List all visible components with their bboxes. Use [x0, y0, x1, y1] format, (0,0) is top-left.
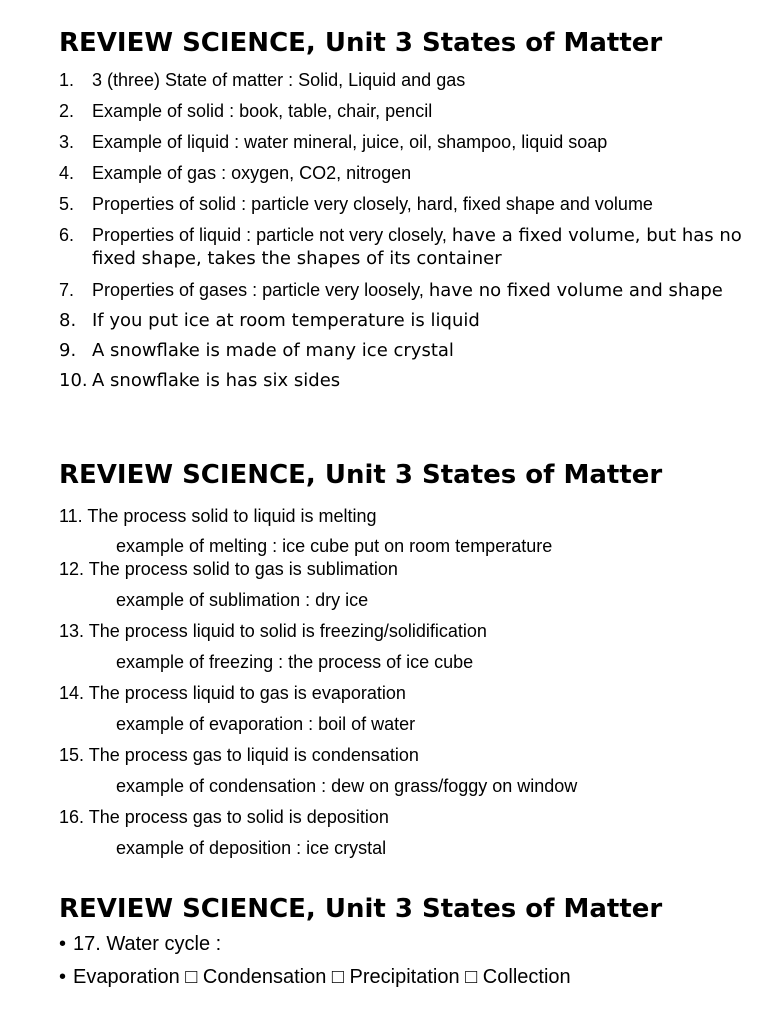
process-example: example of melting : ice cube put on room temperature [116, 536, 553, 556]
item-text-a: Properties of gases : particle very loosely, [92, 280, 429, 300]
list-item: 8. If you put ice at room temperature is liquid [59, 310, 480, 331]
process-line: 14. The process liquid to gas is evaporation [59, 683, 406, 703]
item-text: Example of gas : oxygen, CO2, nitrogen [92, 163, 412, 183]
review-list [59, 69, 748, 392]
list-item: 10. A snowflake is has six sides [59, 370, 341, 391]
process-example: example of freezing : the process of ice cube [116, 652, 474, 672]
bullet-text: 17. Water cycle : [73, 933, 222, 955]
list-item: 4. Example of gas : oxygen, CO2, nitrogen [59, 163, 412, 183]
item-text: Example of liquid : water mineral, juice, oil, shampoo, liquid soap [92, 132, 608, 152]
process-list [59, 505, 748, 859]
bullet-item [59, 965, 748, 989]
item-text: 3 (three) State of matter : Solid, Liquid and gas [92, 70, 466, 90]
list-item: 9. A snowflake is made of many ice crystal [59, 340, 454, 361]
list-item: 3. Example of liquid : water mineral, juice, oil, shampoo, liquid soap [59, 132, 608, 152]
item-text: A snowflake is has six sides [92, 370, 341, 391]
list-item: 2. Example of solid : book, table, chair, pencil [59, 101, 433, 121]
bullet-item [59, 932, 748, 956]
list-item: 7. Properties of gases : particle very loosely, have no fixed volume and shape [59, 280, 723, 301]
item-text-a: Properties of liquid : particle not very closely, [92, 225, 452, 245]
item-text: If you put ice at room temperature is liquid [92, 310, 480, 331]
item-text: Example of solid : book, table, chair, pencil [92, 101, 433, 121]
process-example: example of condensation : dew on grass/foggy on window [116, 776, 578, 796]
process-line: 15. The process gas to liquid is condensation [59, 745, 419, 765]
bullet-icon: • [59, 966, 67, 988]
item-text-b: have no fixed volume and shape [428, 280, 723, 301]
bullet-icon: • [59, 933, 67, 955]
list-item: 5. Properties of solid : particle very closely, hard, fixed shape and volume [59, 194, 653, 214]
item-text-b: have a fixed volume, but has no fixed shape, takes the shapes of its container [92, 225, 742, 269]
bullet-text: Evaporation □ Condensation □ Precipitation □ Collection [73, 966, 571, 988]
item-text: Properties of solid : particle very closely, hard, fixed shape and volume [92, 194, 653, 214]
process-line: 13. The process liquid to solid is freezing/solidification [59, 621, 487, 641]
list-item: 6. Properties of liquid : particle not very closely, have a fixed volume, but has no fixed shape, takes the shapes of its container [59, 225, 742, 269]
item-text: A snowflake is made of many ice crystal [92, 340, 454, 361]
section-title: REVIEW SCIENCE, Unit 3 States of Matter [59, 28, 663, 58]
review-section-1 [59, 27, 748, 392]
process-example: example of deposition : ice crystal [116, 838, 387, 858]
section-title: REVIEW SCIENCE, Unit 3 States of Matter [59, 460, 663, 490]
process-line: 16. The process gas to solid is deposition [59, 807, 389, 827]
review-section-3 [59, 893, 748, 989]
review-section-2 [59, 459, 748, 859]
section-title: REVIEW SCIENCE, Unit 3 States of Matter [59, 894, 663, 924]
list-item: 1. 3 (three) State of matter : Solid, Liquid and gas [59, 70, 466, 90]
process-line: 11. The process solid to liquid is melting [59, 506, 377, 526]
process-example: example of evaporation : boil of water [116, 714, 416, 734]
process-example: example of sublimation : dry ice [116, 590, 369, 610]
process-line: 12. The process solid to gas is sublimation [59, 559, 398, 579]
